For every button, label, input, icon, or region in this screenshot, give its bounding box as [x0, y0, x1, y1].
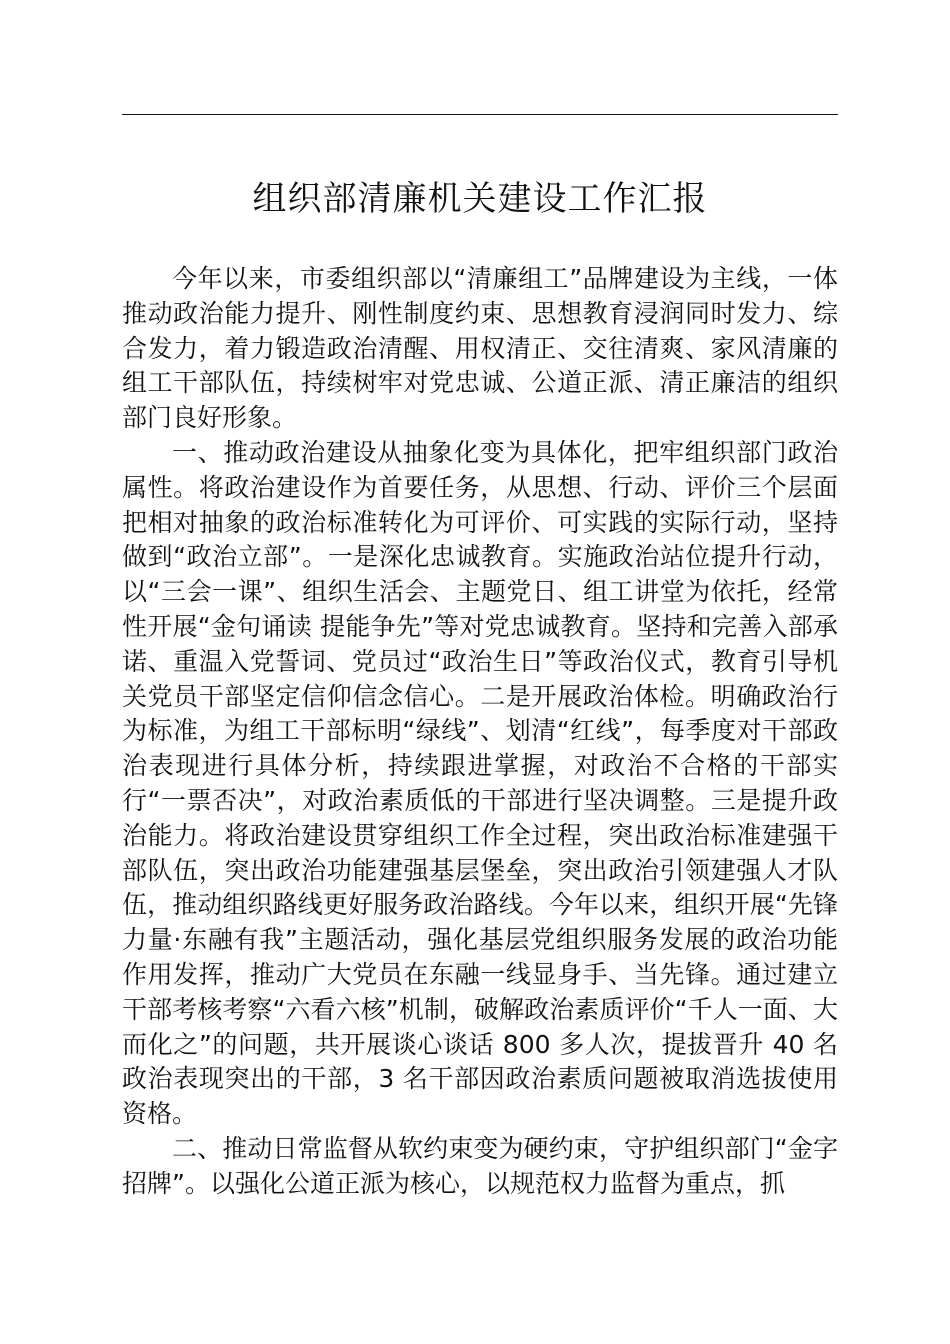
document-title: 组织部清廉机关建设工作汇报 — [252, 179, 708, 219]
header-rule — [122, 114, 838, 115]
paragraph-section-two: 二、推动日常监督从软约束变为硬约束，守护组织部门“金字招牌”。以强化公道正派为核心，以规范权力监督为重点，抓 — [122, 1133, 838, 1198]
paragraph-intro: 今年以来，市委组织部以“清廉组工”品牌建设为主线，一体推动政治能力提升、刚性制度约束、思想教育浸润同时发力、综合发力，着力锻造政治清醒、用权清正、交往清爽、家风清廉的组工干部队伍，持续树牢对党忠诚、公道正派、清正廉洁的组织部门良好形象。 — [122, 264, 838, 433]
paragraph-section-one: 一、推动政治建设从抽象化变为具体化，把牢组织部门政治属性。将政治建设作为首要任务，从思想、行动、评价三个层面把相对抽象的政治标准转化为可评价、可实践的实际行动，坚持做到“政治立部”。一是深化忠诚教育。实施政治站位提升行动，以“三会一课”、组织生活会、主题党日、组工讲堂为依托，经常性开展“金句诵读 提能争先”等对党忠诚教育。坚持和完善入部承诺、重温入党誓词、党员过“政治生日”等政治仪式，教育引导机关党员干部坚定信仰信念信心。二是开展政治体检。明确政治行为标准，为组工干部标明“绿线”、划清“红线”，每季度对干部政治表现进行具体分析，持续跟进掌握，对政治不合格的干部实行“一票否决”，对政治素质低的干部进行坚决调整。三是提升政治能力。将政治建设贯穿组织工作全过程，突出政治标准建强干部队伍，突出政治功能建强基层堡垒，突出政治引领建强人才队伍，推动组织路线更好服务政治路线。今年以来，组织开展“先锋力量·东融有我”主题活动，强化基层党组织服务发展的政治功能作用发挥，推动广大党员在东融一线显身手、当先锋。通过建立干部考核考察“六看六核”机制，破解政治素质评价“千人一面、大而化之”的问题，共开展谈心谈话 800 多人次，提拔晋升 40 名政治表现突出的干部，3 名干部因政治素质问题被取消选拔使用资格。 — [122, 437, 838, 1129]
document-body — [122, 262, 838, 1202]
